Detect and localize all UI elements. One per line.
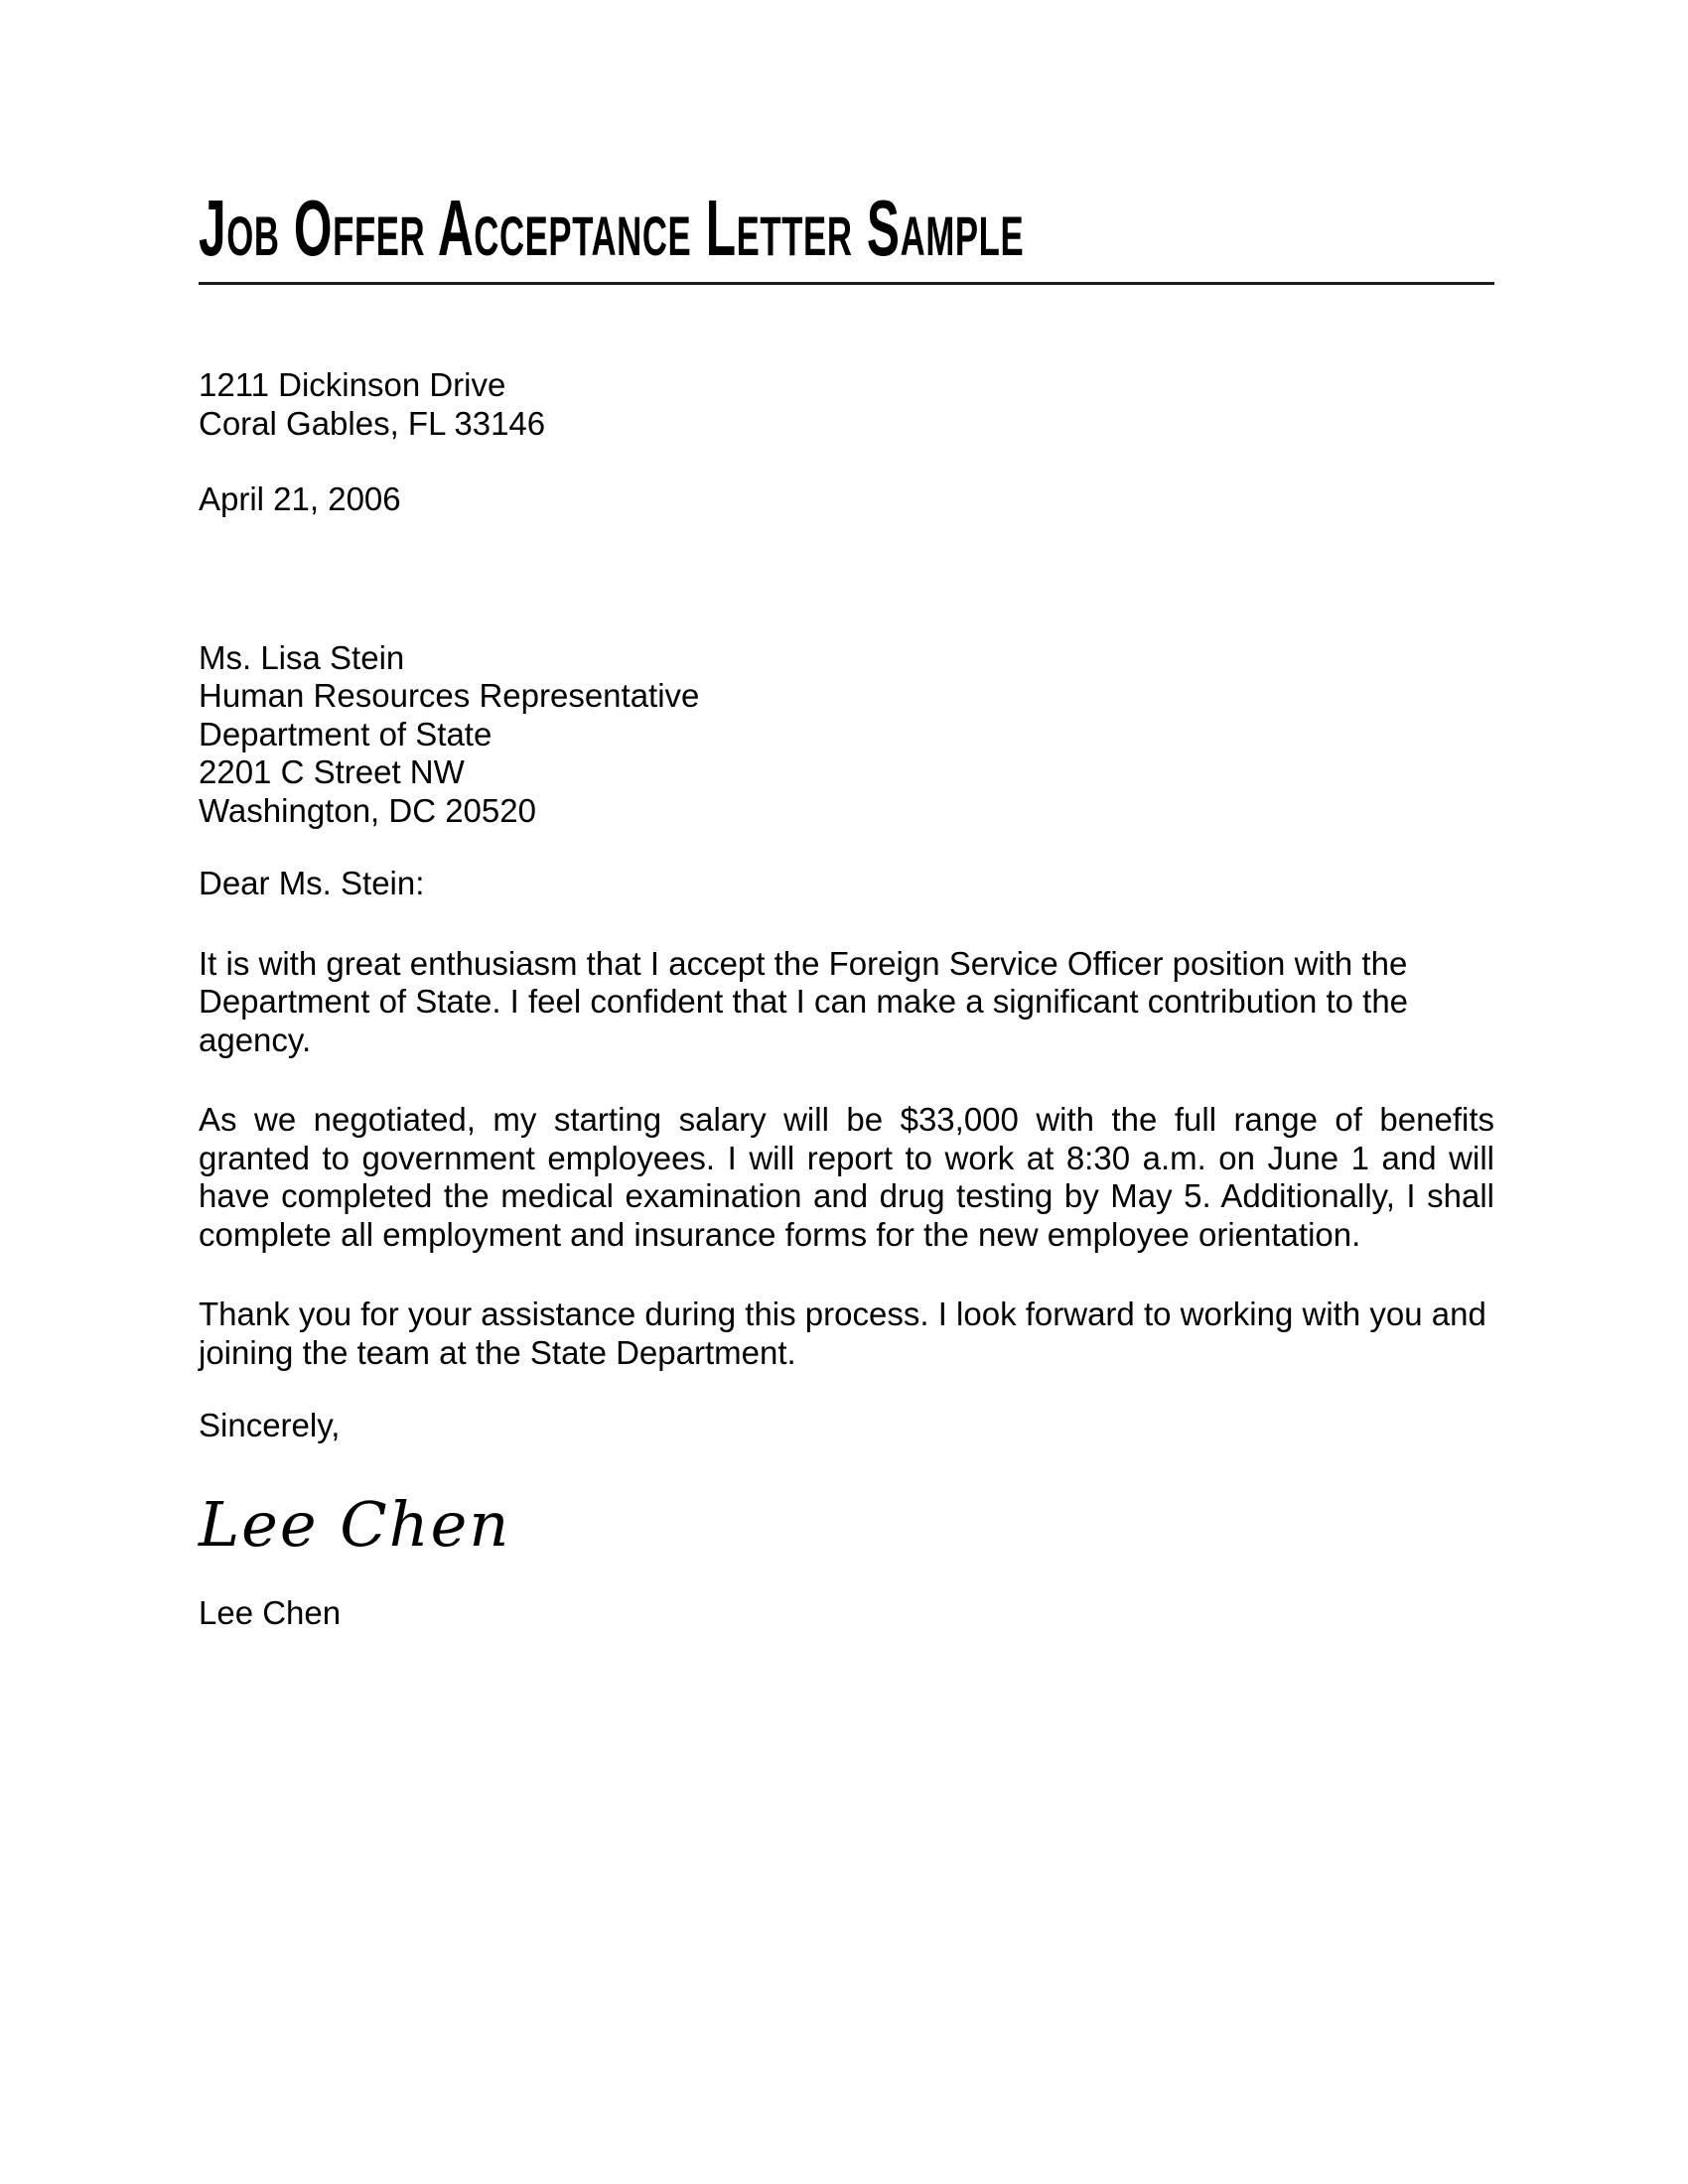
recipient-block xyxy=(199,639,1494,831)
sender-address-line: 1211 Dickinson Drive xyxy=(199,366,506,403)
recipient-street-line: 2201 C Street NW xyxy=(199,753,465,790)
body-paragraph-3: Thank you for your assistance during this process. I look forward to working with you and joining the team at the State Department. xyxy=(199,1296,1486,1371)
date-line: April 21, 2006 xyxy=(199,480,401,517)
recipient-name-line: Ms. Lisa Stein xyxy=(199,638,405,676)
sender-address-block xyxy=(199,366,1494,443)
letter-content xyxy=(199,184,1494,1632)
sender-address-line: Coral Gables, FL 33146 xyxy=(199,404,546,442)
recipient-org-line: Department of State xyxy=(199,715,492,752)
recipient-city-line: Washington, DC 20520 xyxy=(199,791,536,829)
letter-header xyxy=(199,184,1494,285)
body-paragraph-1: It is with great enthusiasm that I accept the Foreign Service Officer position with the Department of State. I feel confident that I can make a significant contribution to the agency. xyxy=(199,944,1409,1058)
recipient-title-line: Human Resources Representative xyxy=(199,677,700,714)
salutation: Dear Ms. Stein: xyxy=(199,865,425,901)
signature-typed-name: Lee Chen xyxy=(199,1593,342,1631)
letter-title: Job Offer Acceptance Letter Sample xyxy=(199,184,1025,272)
closing: Sincerely, xyxy=(199,1407,341,1443)
signature-script: Lee Chen xyxy=(199,1487,511,1561)
body-paragraph-2: As we negotiated, my starting salary will be $33,000 with the full range of benefits granted to government employees. I will report to work at 8:30 a.m. on June 1 and will have completed the medical examination and drug testing by May 5. Additionally, I shall complete all employment and insurance forms for the new employee orientation. xyxy=(199,1101,1494,1253)
